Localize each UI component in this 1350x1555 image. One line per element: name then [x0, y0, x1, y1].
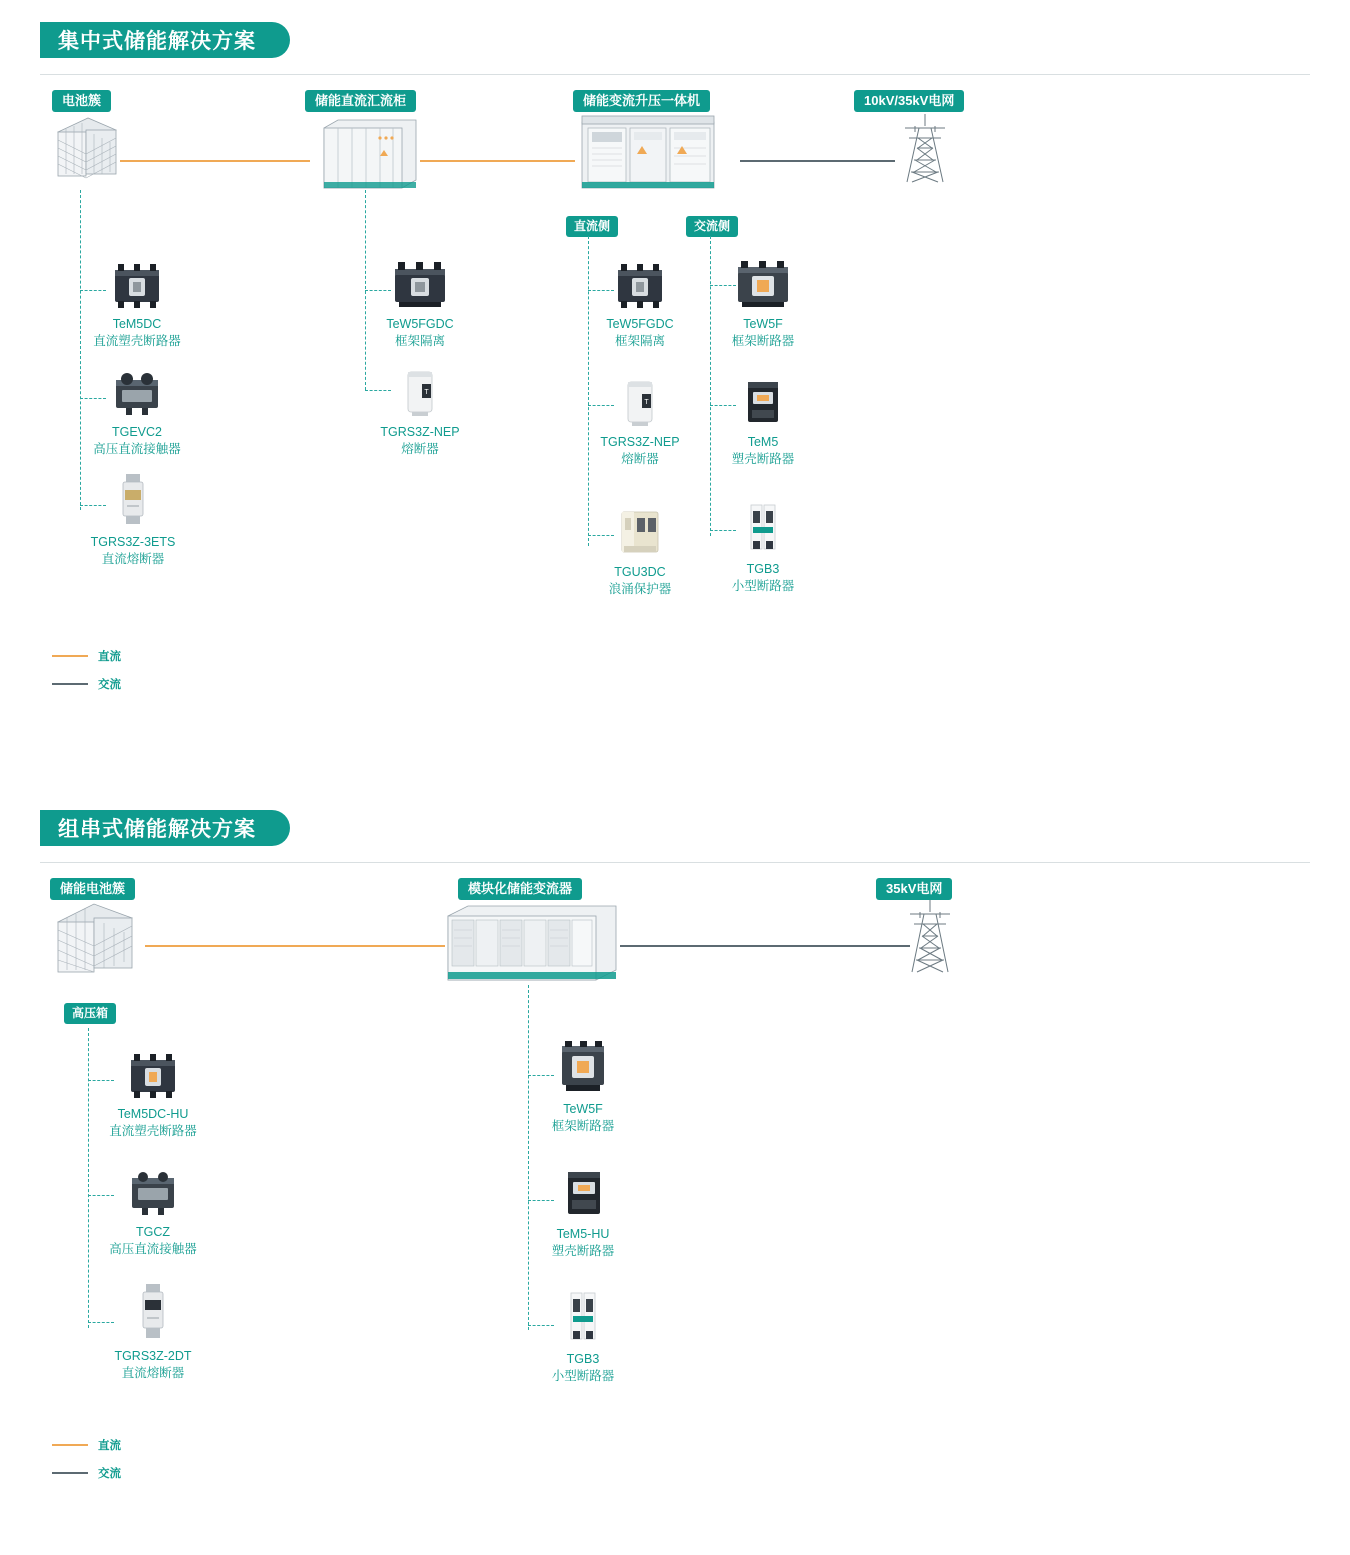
product-item[interactable]: [62, 358, 212, 458]
legend-label-dc: 直流: [98, 1440, 121, 1452]
legend-item-ac: [52, 1465, 121, 1481]
product-item[interactable]: [508, 1035, 658, 1135]
node-chip-storage-battery-cluster: 储能电池簇: [50, 878, 135, 900]
sublabel-ac-side: 交流侧: [686, 216, 738, 237]
product-name: TGRS3Z-NEP: [600, 435, 680, 449]
dc-bus-line-3: [145, 945, 445, 947]
node-chip-grid: 10kV/35kV电网: [854, 90, 964, 112]
legend-item-dc: [52, 648, 121, 664]
dc-combiner-cabinet-graphic: [318, 112, 420, 194]
molded-case-breaker-dark-icon: [688, 368, 838, 428]
battery-cluster-graphic: [48, 898, 140, 984]
product-name: TGRS3Z-NEP: [380, 425, 460, 439]
product-desc: 高压直流接触器: [109, 1241, 197, 1256]
molded-case-circuit-breaker-icon: [78, 1040, 228, 1100]
product-desc: 小型断路器: [551, 1368, 615, 1383]
section-header-string: [0, 810, 1350, 850]
product-name: TGEVC2: [111, 425, 162, 439]
svg-text:T: T: [424, 389, 429, 396]
section-title-chip: [40, 810, 290, 846]
section-title: 集中式储能解决方案: [58, 30, 256, 53]
branch-line-battery: [80, 190, 81, 510]
modular-pcs-graphic: [438, 898, 620, 988]
product-desc: 塑壳断路器: [731, 451, 795, 466]
dc-bus-line-1: [120, 160, 310, 162]
product-name: TeW5F: [743, 317, 783, 331]
product-name: TGB3: [746, 562, 780, 576]
product-item[interactable]: [58, 468, 208, 568]
air-circuit-breaker-icon: [345, 250, 495, 310]
frame-circuit-breaker-icon: [508, 1035, 658, 1095]
product-desc: 熔断器: [401, 441, 439, 456]
product-desc: 框架断路器: [551, 1118, 615, 1133]
product-name: TGRS3Z-2DT: [114, 1349, 192, 1363]
molded-case-circuit-breaker-icon: [62, 250, 212, 310]
product-item[interactable]: [688, 250, 838, 350]
product-item[interactable]: [78, 1158, 228, 1258]
product-desc: 高压直流接触器: [93, 441, 181, 456]
product-desc: 框架隔离: [394, 333, 445, 348]
product-item[interactable]: [345, 358, 495, 458]
sublabel-high-voltage-box: 高压箱: [64, 1003, 116, 1024]
legend-swatch-ac: [52, 1472, 88, 1474]
section-header-centralized: [0, 22, 1350, 62]
product-desc: 直流塑壳断路器: [109, 1123, 197, 1138]
legend-item-ac: [52, 676, 121, 692]
product-item[interactable]: [688, 495, 838, 595]
section-title-chip: [40, 22, 290, 58]
molded-case-breaker-dark-icon: [508, 1160, 658, 1220]
legend-swatch-dc: [52, 1444, 88, 1446]
battery-cluster-graphic: [48, 112, 124, 188]
dc-contactor-icon: [62, 358, 212, 418]
pcs-integrated-machine-graphic: [578, 110, 718, 196]
product-desc: 小型断路器: [731, 578, 795, 593]
product-desc: 直流熔断器: [101, 551, 165, 566]
miniature-circuit-breaker-icon: [508, 1285, 658, 1345]
node-chip-dc-combiner-cabinet: 储能直流汇流柜: [305, 90, 416, 112]
miniature-circuit-breaker-icon: [688, 495, 838, 555]
product-item[interactable]: [345, 250, 495, 350]
product-name: TGU3DC: [614, 565, 666, 579]
transmission-tower-graphic: [893, 112, 957, 186]
product-desc: 框架断路器: [731, 333, 795, 348]
node-chip-grid-35kv: 35kV电网: [876, 878, 952, 900]
transmission-tower-graphic: [898, 898, 962, 976]
node-chip-pcs-integrated-machine: 储能变流升压一体机: [573, 90, 710, 112]
node-chip-battery-cluster: 电池簇: [52, 90, 111, 112]
product-desc: 熔断器: [621, 451, 659, 466]
product-name: TGRS3Z-3ETS: [90, 535, 176, 549]
product-name: TGB3: [566, 1352, 600, 1366]
legend-label-ac: 交流: [98, 1468, 121, 1480]
product-desc: 浪涌保护器: [608, 581, 672, 596]
dc-bus-line-2: [420, 160, 575, 162]
product-desc: 直流塑壳断路器: [93, 333, 181, 348]
product-item[interactable]: [78, 1282, 228, 1382]
product-item[interactable]: [508, 1160, 658, 1260]
dc-fuse-icon: [78, 1282, 228, 1342]
cylindrical-fuse-icon: [345, 358, 495, 418]
legend-label-ac: 交流: [98, 679, 121, 691]
dc-fuse-icon: [58, 468, 208, 528]
product-name: TeW5F: [563, 1102, 603, 1116]
section-divider: [40, 74, 1310, 75]
ac-bus-line-1: [740, 160, 895, 162]
product-item[interactable]: [688, 368, 838, 468]
product-item[interactable]: [508, 1285, 658, 1385]
product-name: TeM5DC-HU: [117, 1107, 189, 1121]
product-name: TeM5-HU: [556, 1227, 610, 1241]
product-desc: 直流熔断器: [121, 1365, 185, 1380]
product-name: TeM5DC: [112, 317, 162, 331]
legend-swatch-dc: [52, 655, 88, 657]
node-chip-modular-pcs: 模块化储能变流器: [458, 878, 582, 900]
frame-circuit-breaker-icon: [688, 250, 838, 310]
product-desc: 塑壳断路器: [551, 1243, 615, 1258]
legend-swatch-ac: [52, 683, 88, 685]
legend-item-dc: [52, 1437, 121, 1453]
section-title: 组串式储能解决方案: [58, 818, 256, 841]
product-name: TeM5: [747, 435, 779, 449]
sublabel-dc-side: 直流侧: [566, 216, 618, 237]
legend-label-dc: 直流: [98, 651, 121, 663]
product-name: TeW5FGDC: [606, 317, 674, 331]
product-desc: 框架隔离: [614, 333, 665, 348]
product-name: TGCZ: [135, 1225, 171, 1239]
product-name: TeW5FGDC: [386, 317, 454, 331]
ac-bus-line-2: [620, 945, 910, 947]
dc-contactor-icon: [78, 1158, 228, 1218]
section-divider: [40, 862, 1310, 863]
svg-text:T: T: [644, 399, 649, 406]
product-item[interactable]: [62, 250, 212, 350]
product-item[interactable]: [78, 1040, 228, 1140]
